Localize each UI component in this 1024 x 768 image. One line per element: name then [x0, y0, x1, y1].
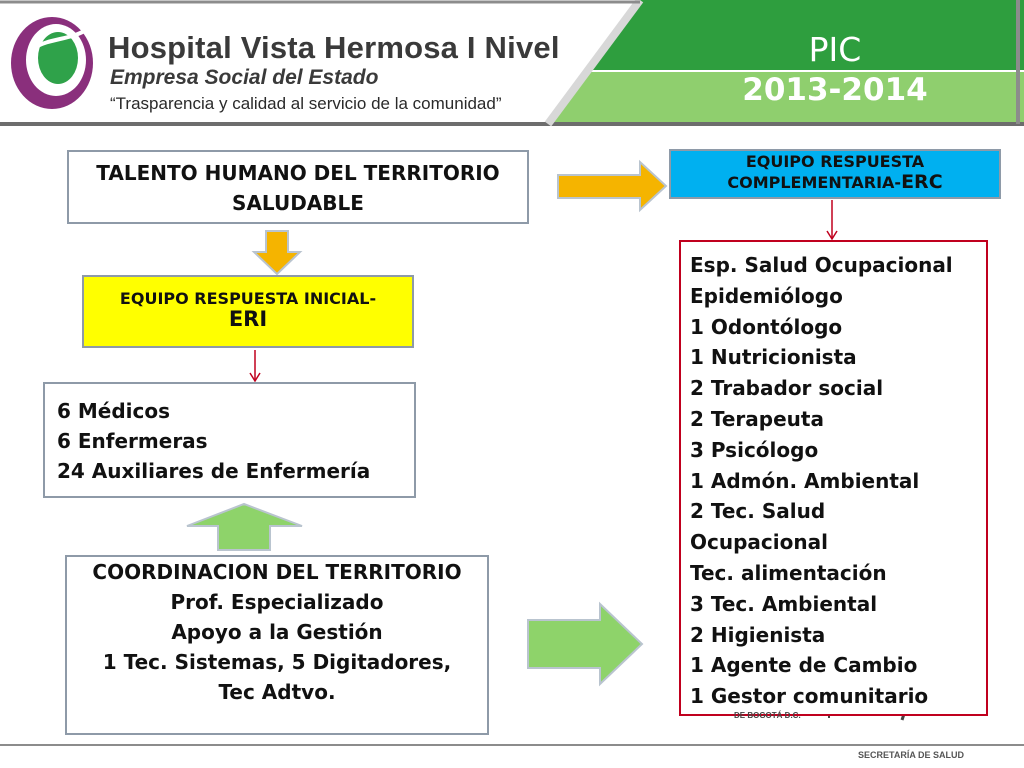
connector-erc-list	[827, 200, 837, 239]
footer-divider	[0, 744, 1024, 746]
erc-staff-list	[679, 240, 988, 716]
footer-bogota-text: DE BOGOTÁ D.C.	[734, 711, 801, 720]
pic-years: 2013-2014	[742, 72, 928, 108]
arrow-up-green-icon	[187, 504, 302, 550]
talento-line-2: SALUDABLE	[232, 191, 364, 215]
eri-box	[82, 275, 414, 348]
hospital-motto: “Trasparencia y calidad al servicio de la comunidad”	[110, 94, 502, 113]
erc-list-item: Ocupacional	[690, 530, 828, 555]
hospital-subtitle: Empresa Social del Estado	[110, 66, 379, 89]
coordinacion-line: Tec Adtvo.	[218, 680, 336, 704]
erc-list-item: 1 Gestor comunitario	[690, 684, 929, 709]
coordinacion-line: 1 Tec. Sistemas, 5 Digitadores,	[102, 650, 452, 674]
erc-list-item: Tec. alimentación	[690, 560, 887, 585]
erc-line-2b: ERC	[901, 171, 943, 193]
erc-list-item: 1 Admón. Ambiental	[690, 468, 920, 493]
talento-line-1: TALENTO HUMANO DEL TERRITORIO	[96, 161, 500, 185]
erc-list-item: Epidemiólogo	[690, 283, 843, 308]
arrow-right-orange-icon	[558, 162, 666, 210]
eri-line-1: EQUIPO RESPUESTA INICIAL-	[119, 289, 377, 308]
erc-line-2a: COMPLEMENTARIA-	[727, 173, 902, 192]
arrow-down-orange-icon	[254, 231, 300, 274]
hospital-name: Hospital Vista Hermosa I Nivel	[108, 30, 560, 65]
erc-list-item: 2 Tec. Salud	[690, 499, 826, 524]
medicos-item: 6 Médicos	[57, 399, 171, 423]
eri-line-2: ERI	[228, 307, 268, 331]
erc-list-item: 2 Higienista	[690, 622, 826, 647]
medicos-item: 6 Enfermeras	[57, 429, 208, 453]
coordinacion-line: COORDINACION DEL TERRITORIO	[92, 560, 462, 584]
erc-list-item: 3 Tec. Ambiental	[690, 591, 878, 616]
footer-secretaria: SECRETARÍA DE SALUD	[858, 750, 965, 760]
coordinacion-box	[65, 555, 489, 735]
medicos-box	[43, 382, 416, 498]
pic-title: PIC	[808, 30, 862, 69]
erc-list-item: 1 Odontólogo	[690, 314, 843, 339]
erc-list-item: 1 Nutricionista	[690, 345, 857, 370]
medicos-item: 24 Auxiliares de Enfermería	[57, 459, 371, 483]
erc-list-item: Esp. Salud Ocupacional	[690, 253, 953, 277]
erc-list-item: 2 Trabador social	[690, 376, 884, 401]
erc-list-item: 3 Psicólogo	[690, 437, 819, 462]
coordinacion-line: Apoyo a la Gestión	[171, 620, 383, 644]
arrow-right-green-icon	[528, 604, 642, 684]
connector-eri-medicos	[250, 350, 260, 381]
erc-box	[669, 149, 1001, 199]
talento-humano-box	[67, 150, 529, 224]
erc-list-item: 2 Terapeuta	[690, 406, 824, 431]
erc-list-item: 1 Agente de Cambio	[690, 653, 918, 678]
erc-line-1: EQUIPO RESPUESTA	[745, 152, 925, 171]
coordinacion-line: Prof. Especializado	[170, 590, 384, 614]
